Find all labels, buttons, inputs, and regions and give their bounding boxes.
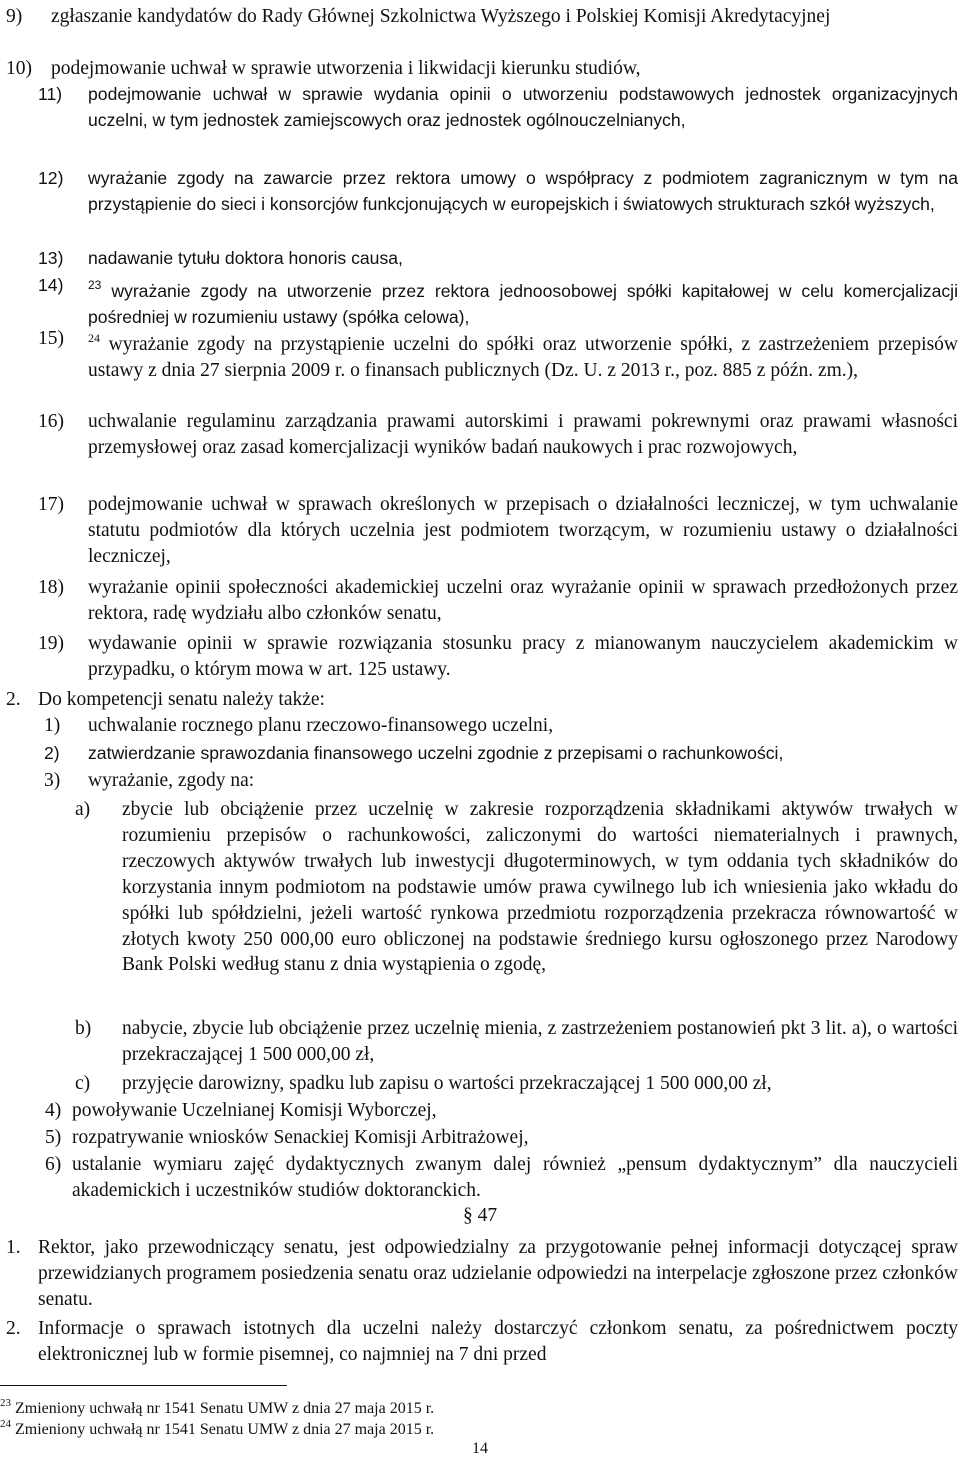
list-marker: 6) bbox=[45, 1154, 62, 1175]
list-item-18 bbox=[38, 575, 958, 627]
list-marker: 1) bbox=[44, 715, 61, 736]
section-2-heading bbox=[6, 687, 958, 713]
footnote-ref: 24 bbox=[88, 331, 100, 345]
list-text: podejmowanie uchwał w sprawie utworzenia i likwidacji kierunku studiów, bbox=[51, 58, 641, 79]
list-text: nabycie, zbycie lub obciążenie przez uczelnię mienia, z zastrzeżeniem postanowień pkt 3 lit. a), o wartości przekraczającej 1 500 000,00 zł, bbox=[122, 1018, 958, 1065]
list-text: uchwalanie regulaminu zarządzania prawami autorskimi i prawami pokrewnymi oraz prawami własności przemysłowej oraz zasad komercjalizacji wyników badań naukowych i prac rozwojowych, bbox=[88, 411, 958, 458]
list-marker: 1. bbox=[6, 1237, 21, 1258]
list-text: wyrażanie zgody na utworzenie przez rektora jednoosobowej spółki kapitałowej w celu komercjalizacji pośredniej w rozumieniu ustawy (spółka celowa), bbox=[88, 281, 958, 327]
list-text: wydawanie opinii w sprawie rozwiązania stosunku pracy z mianowanym nauczycielem akademickim w przypadku, o którym mowa w art. 125 ustawy. bbox=[88, 633, 958, 680]
list-marker: 10) bbox=[6, 58, 32, 79]
list-marker: 16) bbox=[38, 411, 64, 432]
list-text: wyrażanie, zgody na: bbox=[88, 770, 255, 791]
sub-item-2 bbox=[44, 741, 958, 767]
list-text: ustalanie wymiaru zajęć dydaktycznych zwanym dalej również „pensum dydaktycznym” dla nauczycieli akademickich i uczestników studiów doktoranckich. bbox=[72, 1154, 958, 1201]
list-marker: a) bbox=[75, 799, 91, 820]
sub-item-1 bbox=[44, 713, 958, 739]
sub-item-3 bbox=[44, 768, 958, 794]
list-marker: 15) bbox=[38, 328, 64, 349]
list-marker: 12) bbox=[38, 168, 64, 188]
list-item-17 bbox=[38, 492, 958, 570]
footnote-ref: 23 bbox=[88, 278, 102, 292]
list-marker: 3) bbox=[44, 770, 61, 791]
list-text: podejmowanie uchwał w sprawach określonych w przepisach o działalności leczniczej, w tym uchwalanie statutu podmiotów dla których uczelnia jest podmiotem tworzącym, w rozumieniu ustawy o działalności leczniczej, bbox=[88, 494, 958, 567]
list-item-14 bbox=[38, 273, 958, 331]
list-item-13 bbox=[38, 246, 958, 272]
list-text: nadawanie tytułu doktora honoris causa, bbox=[88, 248, 403, 268]
list-text: zatwierdzanie sprawozdania finansowego uczelni zgodnie z przepisami o rachunkowości, bbox=[88, 743, 784, 763]
list-text: uchwalanie rocznego planu rzeczowo-finansowego uczelni, bbox=[88, 715, 554, 736]
list-marker: 2) bbox=[44, 743, 60, 763]
list-marker: c) bbox=[75, 1073, 91, 1094]
list-text: rozpatrywanie wniosków Senackiej Komisji Arbitrażowej, bbox=[72, 1127, 529, 1148]
list-text: Informacje o sprawach istotnych dla uczelni należy dostarczyć członkom senatu, za pośrednictwem poczty elektronicznej lub w formie pisemnej, co najmniej na 7 dni przed bbox=[38, 1318, 958, 1365]
footnote-text: Zmieniony uchwałą nr 1541 Senatu UMW z dnia 27 maja 2015 r. bbox=[15, 1421, 435, 1438]
list-marker: 11) bbox=[38, 84, 63, 104]
footnote-number: 24 bbox=[0, 1418, 11, 1430]
paragraph-heading: § 47 bbox=[462, 1205, 498, 1226]
list-marker: 17) bbox=[38, 494, 64, 515]
consent-item-a bbox=[75, 797, 958, 978]
list-item-12 bbox=[38, 166, 958, 218]
list-item-11 bbox=[38, 82, 958, 134]
page-number: 14 bbox=[472, 1440, 488, 1457]
list-item-9 bbox=[6, 4, 958, 30]
footnote-24 bbox=[0, 1414, 960, 1440]
list-marker: 13) bbox=[38, 248, 64, 268]
list-text: wyrażanie zgody na przystąpienie uczelni do spółki oraz utworzenie spółki, z zastrzeżeniem przepisów ustawy z dnia 27 sierpnia 2009 r. o finansach publicznych (Dz. U. z 2013 r., poz. 885 z późn. zm.), bbox=[88, 334, 958, 381]
list-marker: 9) bbox=[6, 6, 23, 27]
list-text: podejmowanie uchwał w sprawie wydania opinii o utworzeniu podstawowych jednostek organizacyjnych uczelni, w tym jednostek zamiejscowych oraz jednostek ogólnouczelnianych, bbox=[88, 84, 958, 130]
consent-item-b bbox=[75, 1016, 958, 1068]
list-item-16 bbox=[38, 409, 958, 461]
list-marker: b) bbox=[75, 1018, 92, 1039]
list-marker: 5) bbox=[45, 1127, 62, 1148]
sub-item-6 bbox=[45, 1152, 958, 1204]
list-text: powoływanie Uczelnianej Komisji Wyborczej, bbox=[72, 1100, 437, 1121]
list-text: zbycie lub obciążenie przez uczelnię w zakresie rozporządzenia składnikami aktywów trwałych w rozumieniu przepisów o rachunkowości, zaliczonymi do wartości niematerialnych i prawnych, rzeczowych aktywów trwałych lub inwestycji długoterminowych, w tym oddania tych składników do korzystania innym podmiotom na podstawie umów prawa cywilnego lub ich wniesienia jako wkładu do spółki lub spółdzielni, jeżeli wartość rynkowa przedmiotu rozporządzenia przekracza równowartość w złotych kwoty 250 000,00 euro obliczonej na podstawie średniego kursu ogłoszonego przez Narodowy Bank Polski według stanu z dnia wystąpienia o zgodę, bbox=[122, 799, 958, 976]
p47-item-2 bbox=[6, 1316, 958, 1368]
footnote-separator bbox=[0, 1385, 287, 1386]
list-text: przyjęcie darowizny, spadku lub zapisu o wartości przekraczającej 1 500 000,00 zł, bbox=[122, 1073, 772, 1094]
list-marker: 18) bbox=[38, 577, 64, 598]
footnote-text: Zmieniony uchwałą nr 1541 Senatu UMW z dnia 27 maja 2015 r. bbox=[15, 1400, 435, 1417]
list-text: wyrażanie zgody na zawarcie przez rektora umowy o współpracy z podmiotem zagranicznym w tym na przystąpienie do sieci i konsorcjów funkcjonujących w europejskich i światowych strukturach szkół wyższych, bbox=[88, 168, 958, 214]
p47-item-1 bbox=[6, 1235, 958, 1313]
list-text: zgłaszanie kandydatów do Rady Głównej Szkolnictwa Wyższego i Polskiej Komisji Akredytacyjnej bbox=[51, 6, 831, 27]
list-marker: 19) bbox=[38, 633, 64, 654]
list-marker: 14) bbox=[38, 275, 64, 295]
list-item-15 bbox=[38, 326, 958, 384]
list-marker: 4) bbox=[45, 1100, 62, 1121]
section-2-text: Do kompetencji senatu należy także: bbox=[38, 689, 325, 710]
list-item-10 bbox=[6, 56, 958, 82]
list-text: wyrażanie opinii społeczności akademickiej uczelni oraz wyrażanie opinii w sprawach przedłożonych przez rektora, radę wydziału albo członków senatu, bbox=[88, 577, 958, 624]
list-item-19 bbox=[38, 631, 958, 683]
list-marker: 2. bbox=[6, 1318, 21, 1339]
sub-item-5 bbox=[45, 1125, 958, 1151]
sub-item-4 bbox=[45, 1098, 958, 1124]
footnote-number: 23 bbox=[0, 1397, 11, 1409]
list-text: Rektor, jako przewodniczący senatu, jest odpowiedzialny za przygotowanie pełnej informacji dotyczącej spraw przewidzianych programem posiedzenia senatu oraz udzielanie odpowiedzi na interpelacje zgłoszone przez członków senatu. bbox=[38, 1237, 958, 1310]
list-marker: 2. bbox=[6, 689, 21, 710]
consent-item-c bbox=[75, 1071, 958, 1097]
